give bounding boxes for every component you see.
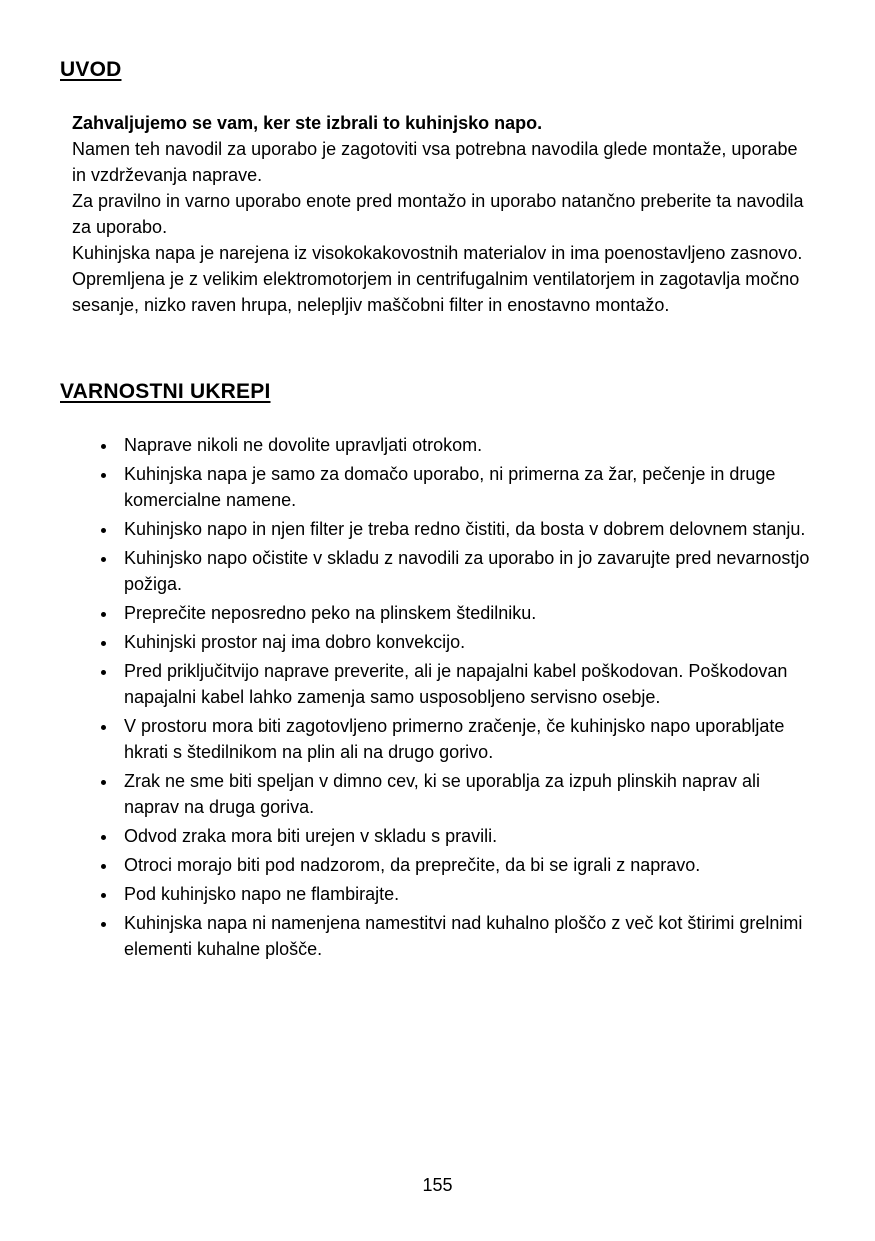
- safety-bullet-item: • Preprečite neposredno peko na plinskem štedilniku.: [118, 600, 815, 626]
- intro-paragraph: Kuhinjska napa je narejena iz visokokakovostnih materialov in ima poenostavljeno zasnovo. Opremljena je z velikim elektromotorjem in centrifugalnim ventilatorjem in zagotavlja močno sesanje, nizko raven hrupa, nelepljiv maščobni filter in enostavno montažo.: [72, 243, 803, 315]
- intro-body: [72, 110, 815, 318]
- intro-paragraph: Namen teh navodil za uporabo je zagotoviti vsa potrebna navodila glede montaže, uporabe in vzdrževanja naprave.: [72, 139, 798, 185]
- safety-bullet-item: • Kuhinjsko napo in njen filter je treba redno čistiti, da bosta v dobrem delovnem stanju.: [118, 516, 815, 542]
- safety-bullet-item: • Kuhinjski prostor naj ima dobro konvekcijo.: [118, 629, 815, 655]
- safety-bullet-item: • Kuhinjska napa ni namenjena namestitvi nad kuhalno ploščo z več kot štirimi grelnimi elementi kuhalne plošče.: [118, 910, 815, 962]
- safety-bullet-item: • Naprave nikoli ne dovolite upravljati otrokom.: [118, 432, 815, 458]
- safety-bullet-item: • Otroci morajo biti pod nadzorom, da preprečite, da bi se igrali z napravo.: [118, 852, 815, 878]
- safety-bullet-item: • V prostoru mora biti zagotovljeno primerno zračenje, če kuhinjsko napo uporabljate hkrati s štedilnikom na plin ali na drugo gorivo.: [118, 713, 815, 765]
- safety-bullet-list: [60, 432, 815, 962]
- safety-section: [60, 380, 815, 962]
- safety-bullet-item: • Kuhinjsko napo očistite v skladu z navodili za uporabo in jo zavarujte pred nevarnostjo požiga.: [118, 545, 815, 597]
- safety-bullet-item: • Odvod zraka mora biti urejen v skladu s pravili.: [118, 823, 815, 849]
- safety-bullet-item: • Zrak ne sme biti speljan v dimno cev, ki se uporablja za izpuh plinskih naprav ali naprav na druga goriva.: [118, 768, 815, 820]
- safety-bullet-item: • Pod kuhinjsko napo ne flambirajte.: [118, 881, 815, 907]
- intro-paragraph: Za pravilno in varno uporabo enote pred montažo in uporabo natančno preberite ta navodila za uporabo.: [72, 191, 804, 237]
- page-number: 155: [422, 1175, 453, 1195]
- safety-heading: VARNOSTNI UKREPI: [60, 380, 271, 403]
- intro-lead-sentence: Zahvaljujemo se vam, ker ste izbrali to kuhinjsko napo.: [72, 113, 543, 133]
- intro-heading: UVOD: [60, 58, 122, 81]
- intro-section: [60, 58, 815, 318]
- safety-bullet-item: • Kuhinjska napa je samo za domačo uporabo, ni primerna za žar, pečenje in druge komercialne namene.: [118, 461, 815, 513]
- safety-bullet-item: • Pred priključitvijo naprave preverite, ali je napajalni kabel poškodovan. Poškodovan napajalni kabel lahko zamenja samo usposobljeno servisno osebje.: [118, 658, 815, 710]
- intro-paragraphs: [72, 136, 815, 318]
